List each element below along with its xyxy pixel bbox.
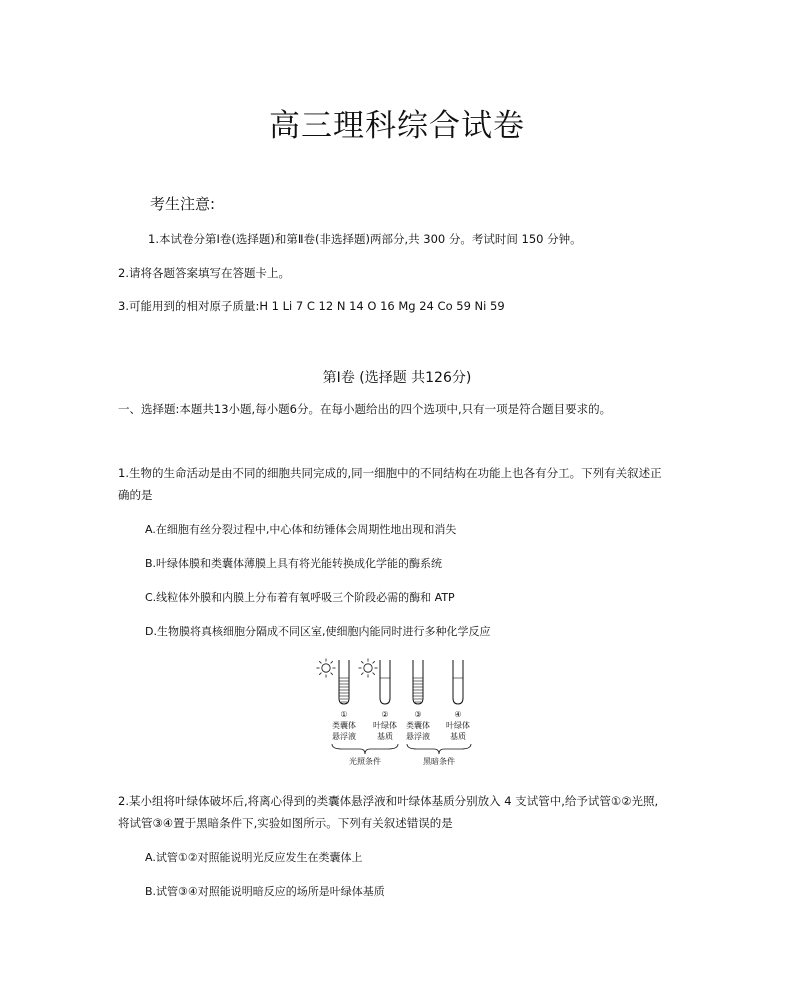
tube-2-number: ② [381, 710, 389, 719]
tube-4-number: ④ [454, 710, 462, 719]
tube-4-label-line-1: 叶绿体 [446, 721, 470, 730]
test-tube-3 [413, 660, 423, 704]
light-group-label: 光照条件 [349, 757, 381, 766]
question-2-stem-line-1: 2.某小组将叶绿体破坏后,将离心得到的类囊体悬浮液和叶绿体基质分别放入 4 支试管中,给予试管①②光照, [118, 794, 659, 808]
tube-2-label-line-1: 叶绿体 [373, 721, 397, 730]
experiment-figure [310, 654, 480, 770]
tube-2-label-line-2: 基质 [377, 732, 393, 741]
section-description: 一、选择题:本题共13小题,每小题6分。在每小题给出的四个选项中,只有一项是符合题目要求的。 [118, 402, 612, 416]
section-title: 第Ⅰ卷 (选择题 共126分) [322, 370, 472, 386]
question-1-stem-line-1: 1.生物的生命活动是由不同的细胞共同完成的,同一细胞中的不同结构在功能上也各有分工。下列有关叙述正 [118, 466, 662, 480]
test-tube-4 [453, 660, 463, 704]
dark-group-brace [407, 744, 471, 754]
tube-4-label-line-2: 基质 [450, 732, 466, 741]
question-1-stem-line-2: 确的是 [118, 488, 153, 502]
question-2-stem-line-2: 将试管③④置于黑暗条件下,实验如图所示。下列有关叙述错误的是 [118, 816, 453, 830]
notice-item-3: 3.可能用到的相对原子质量:H 1 Li 7 C 12 N 14 O 16 Mg 24 Co 59 Ni 59 [118, 299, 505, 313]
question-2-option-a: A.试管①②对照能说明光反应发生在类囊体上 [145, 851, 363, 864]
tube-1-label-line-1: 类囊体 [332, 721, 356, 730]
notice-item-2: 2.请将各题答案填写在答题卡上。 [118, 266, 290, 280]
sun-icon [359, 659, 378, 678]
question-1-option-d: D.生物膜将真核细胞分隔成不同区室,使细胞内能同时进行多种化学反应 [145, 625, 491, 638]
page-title: 高三理科综合试卷 [269, 108, 525, 144]
tube-1-label-line-2: 悬浮液 [332, 732, 356, 741]
dark-group-label: 黑暗条件 [423, 757, 455, 766]
question-1-option-c: C.线粒体外膜和内膜上分布着有氧呼吸三个阶段必需的酶和 ATP [145, 591, 455, 604]
tube-1-number: ① [340, 710, 348, 719]
notice-heading: 考生注意: [150, 195, 216, 213]
question-1-option-b: B.叶绿体膜和类囊体薄膜上具有将光能转换成化学能的酶系统 [145, 557, 443, 570]
tube-3-number: ③ [414, 710, 422, 719]
light-group-brace [332, 744, 398, 754]
question-2-option-b: B.试管③④对照能说明暗反应的场所是叶绿体基质 [145, 885, 385, 898]
test-tube-2 [380, 660, 390, 704]
notice-item-1: 1.本试卷分第Ⅰ卷(选择题)和第Ⅱ卷(非选择题)两部分,共 300 分。考试时间 150 分钟。 [148, 232, 582, 246]
question-1-option-a: A.在细胞有丝分裂过程中,中心体和纺锤体会周期性地出现和消失 [145, 523, 457, 536]
tube-3-label-line-2: 悬浮液 [406, 732, 430, 741]
sun-icon [317, 659, 336, 678]
tube-3-label-line-1: 类囊体 [406, 721, 430, 730]
test-tube-1 [339, 660, 349, 704]
